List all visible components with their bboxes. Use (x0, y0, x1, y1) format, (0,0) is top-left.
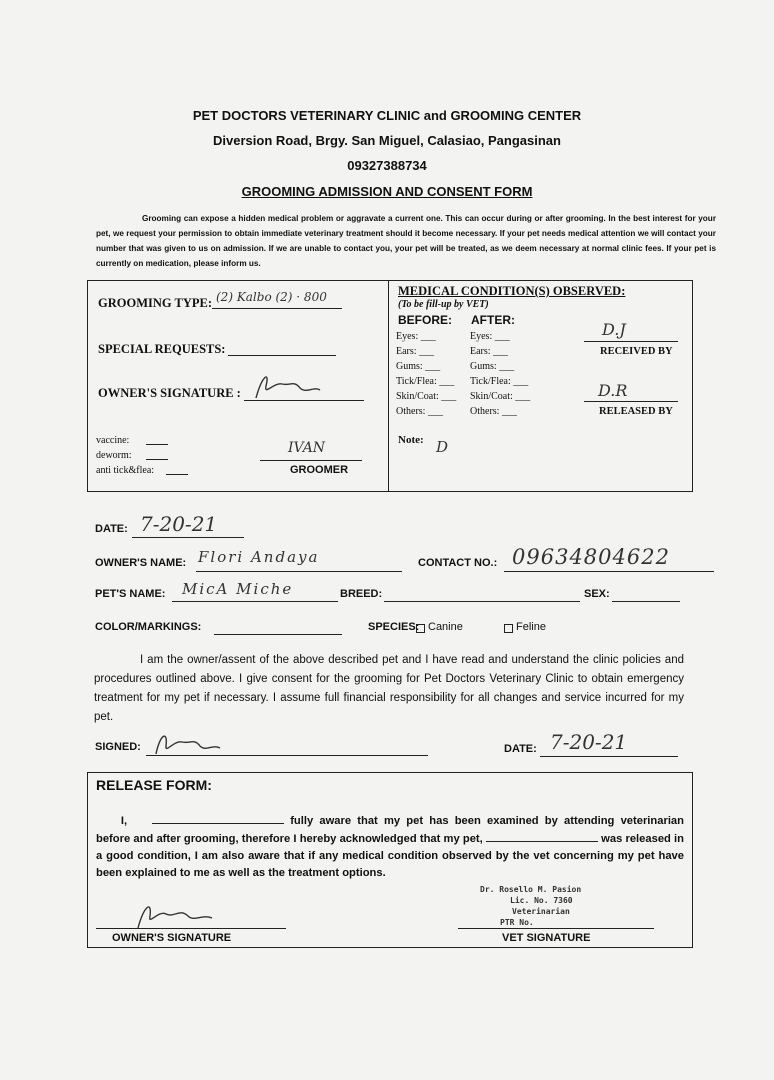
before-skincoat: Skin/Coat: ___ (396, 391, 457, 402)
consent-signature-scribble (150, 728, 230, 758)
after-ears: Ears: ___ (470, 346, 509, 357)
pet-name-value: MicA Miche (182, 580, 294, 598)
sex-line[interactable] (612, 601, 680, 602)
clinic-name: PET DOCTORS VETERINARY CLINIC and GROOMING CENTER (192, 108, 582, 123)
special-requests-line[interactable] (228, 355, 336, 356)
release-owner-signature-label: OWNER'S SIGNATURE (112, 932, 232, 944)
note-label: Note: (398, 434, 424, 446)
after-label: AFTER: (471, 313, 515, 327)
before-label: BEFORE: (398, 313, 452, 327)
after-eyes: Eyes: ___ (470, 331, 510, 342)
date-line[interactable] (132, 537, 244, 538)
signed-label: SIGNED: (95, 741, 141, 753)
vet-signature-line[interactable] (458, 928, 654, 929)
date-value: 7-20-21 (140, 512, 218, 536)
form-title: GROOMING ADMISSION AND CONSENT FORM (241, 184, 533, 199)
sex-label: SEX: (584, 588, 610, 600)
note-value: D (436, 438, 449, 456)
stamp-license: Lic. No. 7360 (510, 896, 573, 905)
consent-date-line[interactable] (540, 756, 678, 757)
owner-signature-scribble (248, 368, 328, 402)
feline-label: Feline (516, 621, 546, 633)
pet-name-label: PET'S NAME: (95, 588, 166, 600)
breed-line[interactable] (384, 601, 580, 602)
owner-signature-label: OWNER'S SIGNATURE : (98, 386, 241, 400)
owner-name-value: Flori Andaya (198, 548, 320, 566)
before-eyes: Eyes: ___ (396, 331, 436, 342)
color-line[interactable] (214, 634, 342, 635)
released-line[interactable] (584, 401, 678, 402)
medical-subtitle: (To be fill-up by VET) (398, 299, 489, 310)
consent-date-label: DATE: (504, 743, 537, 755)
owner-name-label: OWNER'S NAME: (95, 557, 187, 569)
release-name-line[interactable] (152, 812, 284, 824)
before-ears: Ears: ___ (396, 346, 435, 357)
release-text (96, 812, 684, 882)
deworm-line[interactable] (146, 459, 168, 460)
groomer-line[interactable] (260, 460, 362, 461)
received-value: D.J (602, 320, 626, 339)
antitick-label: anti tick&flea: (96, 465, 155, 476)
pet-name-line[interactable] (172, 601, 338, 602)
medical-title: MEDICAL CONDITION(S) OBSERVED: (398, 284, 626, 298)
release-text-2: was released in a good condition, I am also aware that if any medical condition observed by the vet concerning my pet have been explained to me as well as the treatment options. (96, 833, 684, 879)
groomer-value: IVAN (288, 440, 326, 456)
consent-date-value: 7-20-21 (550, 730, 628, 754)
date-label: DATE: (95, 523, 128, 535)
species-label: SPECIES: (368, 621, 420, 633)
box-divider (388, 280, 389, 492)
vaccine-line[interactable] (146, 444, 168, 445)
received-label: RECEIVED BY (600, 346, 673, 357)
released-value: D.R (598, 381, 628, 400)
deworm-label: deworm: (96, 450, 132, 461)
clinic-address: Diversion Road, Brgy. San Miguel, Calasiao, Pangasinan (213, 133, 561, 148)
stamp-name: Dr. Rosello M. Pasion (480, 885, 582, 894)
stamp-ptr: PTR No. (500, 918, 534, 927)
canine-checkbox[interactable] (416, 624, 425, 633)
grooming-type-value: (2) Kalbo (2) · 800 (216, 290, 327, 304)
before-others: Others: ___ (396, 406, 443, 417)
breed-label: BREED: (340, 588, 383, 600)
antitick-line[interactable] (166, 474, 188, 475)
received-line[interactable] (584, 341, 678, 342)
grooming-type-line[interactable] (212, 308, 342, 309)
before-tickflea: Tick/Flea: ___ (396, 376, 455, 387)
feline-checkbox[interactable] (504, 624, 513, 633)
before-list (396, 329, 456, 419)
release-title: RELEASE FORM: (96, 777, 212, 793)
intro-paragraph: Grooming can expose a hidden medical problem or aggravate a current one. This can occur during or after grooming. In the best interest for your pet, we request your permission to obtain immediate veterinary treatment should it become necessary. If your pet needs medical attention we will contact your number that was given to us on admission. If we are unable to contact you, your pet will be treated, as we deem necessary at normal clinic fees. If your pet is currently on medication, please inform us. (96, 214, 716, 268)
color-label: COLOR/MARKINGS: (95, 621, 202, 633)
vet-signature-label: VET SIGNATURE (502, 932, 591, 944)
before-gums: Gums: ___ (396, 361, 441, 372)
canine-label: Canine (428, 621, 463, 633)
special-requests-label: SPECIAL REQUESTS: (98, 342, 226, 356)
release-owner-signature-scribble (130, 898, 220, 932)
vaccine-label: vaccine: (96, 435, 130, 446)
after-gums: Gums: ___ (470, 361, 515, 372)
grooming-type-label: GROOMING TYPE: (98, 296, 213, 310)
after-skincoat: Skin/Coat: ___ (470, 391, 531, 402)
vet-stamp (480, 884, 581, 928)
release-text-1: fully aware that my pet has been examined by attending veterinarian before and after grooming, therefore I hereby acknowledged that my pet, (96, 815, 684, 845)
clinic-phone: 09327388734 (347, 158, 427, 173)
release-pet-line[interactable] (486, 830, 598, 842)
groomer-label: GROOMER (290, 464, 349, 476)
released-label: RELEASED BY (599, 406, 673, 417)
contact-value: 09634804622 (512, 545, 670, 569)
after-list (470, 329, 530, 419)
after-others: Others: ___ (470, 406, 517, 417)
after-tickflea: Tick/Flea: ___ (470, 376, 529, 387)
release-owner-signature-line[interactable] (96, 928, 286, 929)
stamp-title: Veterinarian (512, 907, 570, 916)
consent-paragraph: I am the owner/assent of the above described pet and I have read and understand the clinic policies and procedures outlined above. I give consent for the grooming for Pet Doctors Veterinary Clinic to obtain emergency treatment for my pet if necessary. I assume full financial responsibility for all changes and service incurred for my pet. (94, 654, 684, 723)
contact-label: CONTACT NO.: (418, 557, 498, 569)
contact-line[interactable] (504, 571, 714, 572)
owner-name-line[interactable] (196, 571, 402, 572)
release-i-label: I, (120, 815, 128, 827)
